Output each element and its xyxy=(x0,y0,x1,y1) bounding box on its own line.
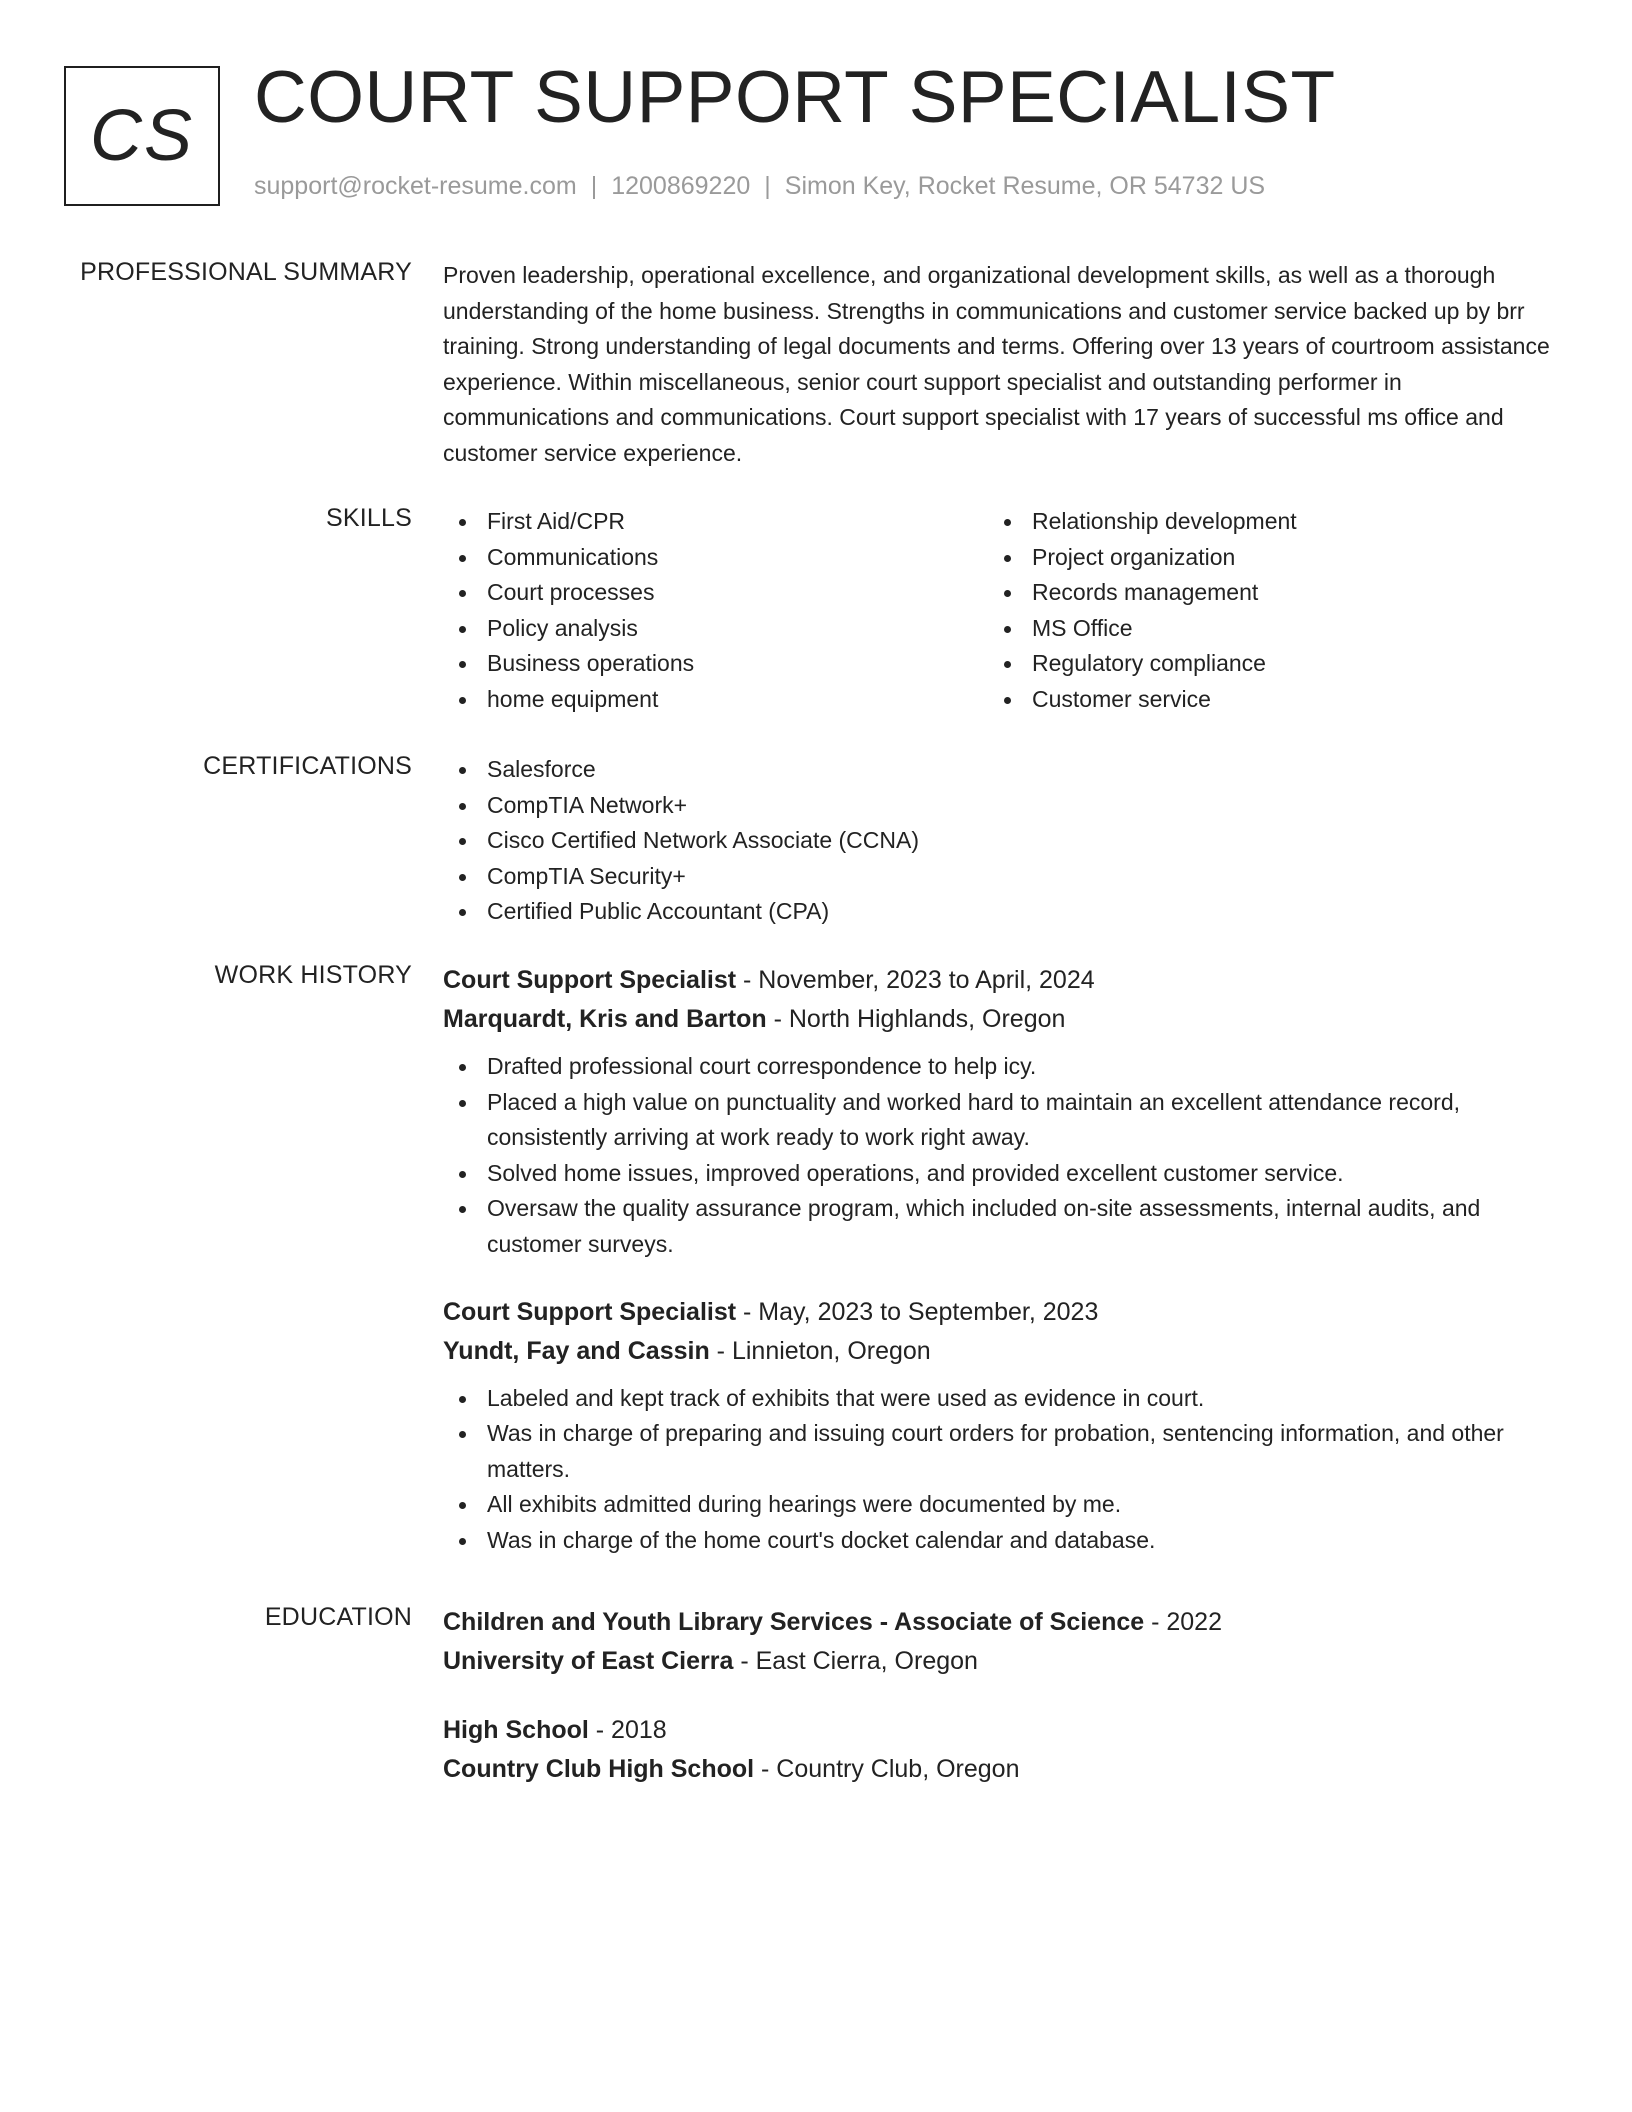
skills-list-left xyxy=(443,504,988,718)
job-bullet: Was in charge of preparing and issuing court orders for probation, sentencing information, and other matters. xyxy=(443,1416,1553,1487)
skill-item: First Aid/CPR xyxy=(443,504,988,540)
skill-item: Customer service xyxy=(988,682,1533,718)
job-bullet: Oversaw the quality assurance program, which included on-site assessments, internal audits, and customer surveys. xyxy=(443,1191,1553,1262)
summary-text: Proven leadership, operational excellence, and organizational development skills, as well as a thorough understanding of the home business. Strengths in communications and customer service backed up by brr training. Strong understanding of legal documents and terms. Offering over 13 years of courtroom assistance experience. Within miscellaneous, senior court support specialist and outstanding performer in communications and communications. Court support specialist with 17 years of successful ms office and customer service experience. xyxy=(443,262,1550,466)
skills-heading: SKILLS xyxy=(326,504,412,532)
certification-item: Certified Public Accountant (CPA) xyxy=(443,894,1553,930)
summary-heading: PROFESSIONAL SUMMARY xyxy=(80,258,412,286)
job-dates: - November, 2023 to April, 2024 xyxy=(736,966,1095,994)
certification-item: Cisco Certified Network Associate (CCNA) xyxy=(443,823,1553,859)
education-entry xyxy=(443,1711,1553,1789)
certifications-list xyxy=(443,752,1553,930)
job-company-line xyxy=(443,1332,1553,1371)
job-company: Yundt, Fay and Cassin xyxy=(443,1336,710,1365)
monogram-box xyxy=(64,66,220,206)
education-year: - 2022 xyxy=(1144,1608,1222,1636)
contact-separator: | xyxy=(590,172,598,200)
certifications-body xyxy=(443,752,1553,930)
job-bullets xyxy=(443,1049,1553,1263)
contact-separator: | xyxy=(764,172,771,200)
skill-item: Records management xyxy=(988,575,1533,611)
resume-title: COURT SUPPORT SPECIALIST xyxy=(254,57,1336,138)
skills-list-right xyxy=(988,504,1533,718)
contact-email: support@rocket-resume.com xyxy=(254,172,577,200)
job-dates: - May, 2023 to September, 2023 xyxy=(736,1297,1099,1326)
job-bullet: Placed a high value on punctuality and worked hard to maintain an excellent attendance record, consistently arriving at work ready to work right away. xyxy=(443,1085,1553,1156)
education-body xyxy=(443,1603,1553,1789)
job-title: Court Support Specialist xyxy=(443,1297,737,1326)
education-degree: Children and Youth Library Services - Associate of Science xyxy=(443,1608,1145,1636)
education-heading: EDUCATION xyxy=(264,1603,412,1631)
work-heading: WORK HISTORY xyxy=(214,961,412,989)
skill-item: Project organization xyxy=(988,540,1533,576)
contact-line xyxy=(254,172,1265,201)
skill-item: Relationship development xyxy=(988,504,1533,540)
job-title-line xyxy=(443,961,1553,1000)
job-entry xyxy=(443,1293,1553,1559)
job-entry xyxy=(443,961,1553,1263)
job-company-line xyxy=(443,1000,1553,1039)
skill-item: Court processes xyxy=(443,575,988,611)
education-degree: High School xyxy=(443,1716,589,1744)
skill-item: Communications xyxy=(443,540,988,576)
skill-item: Regulatory compliance xyxy=(988,646,1533,682)
job-bullet: Labeled and kept track of exhibits that were used as evidence in court. xyxy=(443,1381,1553,1417)
education-year: - 2018 xyxy=(588,1716,667,1744)
job-bullet: Solved home issues, improved operations, and provided excellent customer service. xyxy=(443,1156,1553,1192)
skill-item: Business operations xyxy=(443,646,988,682)
job-bullet: Drafted professional court correspondence to help icy. xyxy=(443,1049,1553,1085)
education-school-line xyxy=(443,1750,1553,1789)
job-bullet: All exhibits admitted during hearings were documented by me. xyxy=(443,1487,1553,1523)
job-location: - North Highlands, Oregon xyxy=(766,1005,1066,1033)
skill-item: home equipment xyxy=(443,682,988,718)
certification-item: Salesforce xyxy=(443,752,1553,788)
skills-body xyxy=(443,504,1553,718)
skill-item: MS Office xyxy=(988,611,1533,647)
education-school: University of East Cierra xyxy=(443,1647,734,1675)
skill-item: Policy analysis xyxy=(443,611,988,647)
job-title-line xyxy=(443,1293,1553,1332)
education-location: - East Cierra, Oregon xyxy=(733,1647,978,1675)
contact-phone: 1200869220 xyxy=(611,172,751,200)
monogram-initials: CS xyxy=(89,96,195,176)
job-company: Marquardt, Kris and Barton xyxy=(443,1005,767,1033)
education-degree-line xyxy=(443,1603,1553,1642)
certifications-heading: CERTIFICATIONS xyxy=(203,752,412,780)
education-location: - Country Club, Oregon xyxy=(754,1755,1020,1783)
job-location: - Linnieton, Oregon xyxy=(709,1336,931,1365)
summary-body xyxy=(443,258,1553,472)
job-bullets xyxy=(443,1381,1553,1559)
certification-item: CompTIA Security+ xyxy=(443,859,1553,895)
work-body xyxy=(443,961,1553,1559)
education-school-line xyxy=(443,1642,1553,1681)
certification-item: CompTIA Network+ xyxy=(443,788,1553,824)
education-entry xyxy=(443,1603,1553,1681)
job-title: Court Support Specialist xyxy=(443,966,737,994)
job-bullet: Was in charge of the home court's docket calendar and database. xyxy=(443,1523,1553,1559)
education-degree-line xyxy=(443,1711,1553,1750)
contact-address: Simon Key, Rocket Resume, OR 54732 US xyxy=(784,172,1266,200)
education-school: Country Club High School xyxy=(443,1755,755,1783)
